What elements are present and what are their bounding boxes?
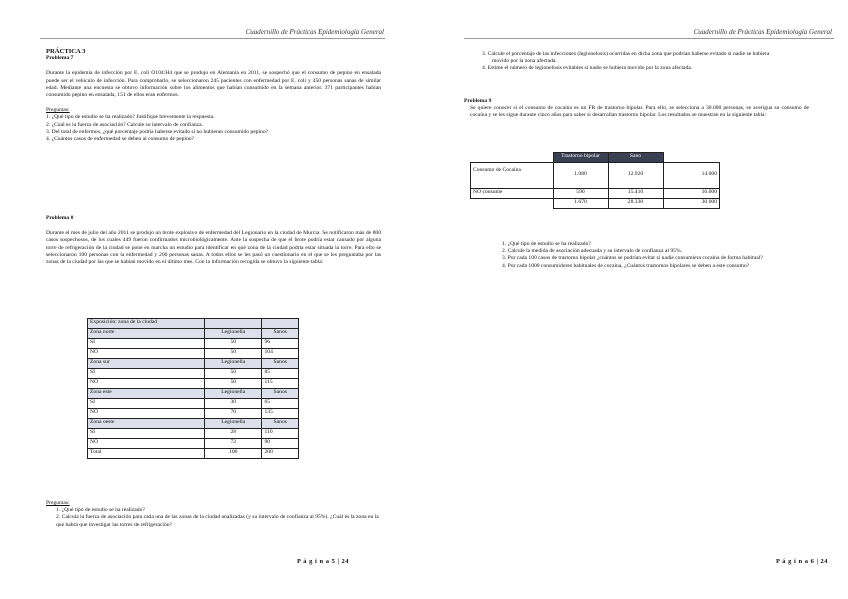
col-legionella: Legionella — [205, 359, 262, 369]
cell: 50 — [205, 339, 262, 349]
col-legionella: Legionella — [205, 329, 262, 339]
zone-label: Zona este — [88, 389, 205, 399]
cell: 15.410 — [608, 189, 663, 199]
problem-9-question: 4. Por cada 1000 consumidores habituales de cocaína, ¿Cuántos trastornos bipolares se deben a este consumo? — [502, 262, 750, 269]
problem-7-section — [46, 48, 381, 143]
cell: 14.000 — [663, 163, 720, 189]
row-label: SI — [88, 429, 205, 439]
zone-label: Zona oeste — [88, 419, 205, 429]
row-label: SI — [88, 369, 205, 379]
problem-7-text: Durante la epidemia de infección por E. coli O104:H4 que se produjo en Alemania en 2011, se sospechó que el consumo de pepino en ensalada puede ser el vehículo de infección. Para comprobarlo, se seleccionaron 245 pacientes con enfermedad por E. coli y 450 personas sanas de similar edad. Mediante una encuesta se obtuvo información sobre los alimentos que habían consumido en la semana anterior. 371 participantes habían consumido pepino en ensalada, 151 de ellos eran enfermos. — [46, 70, 381, 99]
cell: 16.000 — [663, 189, 720, 199]
cell: 28.330 — [608, 199, 663, 209]
row-label: Total — [88, 449, 205, 459]
right-header: Cuadernillo de Prácticas Epidemiología General — [693, 28, 832, 36]
problem-8-question: 3. Calcule el porcentaje de las infecciones (legionelosis) ocurridas en dicha zona que podrían haberse evitado si nadie se hubiera movido por la zona afectada. — [482, 51, 770, 65]
left-footer: P á g i n a 5 | 24 — [297, 558, 349, 565]
problem-9-section — [464, 98, 809, 120]
cell: 90 — [262, 439, 299, 449]
problem-8-title: Problema 8 — [46, 215, 74, 221]
practice-title: PRÁCTICA 3 — [46, 48, 86, 55]
problem-8-section — [46, 215, 381, 266]
cell: 85 — [262, 369, 299, 379]
cell: 12.920 — [608, 163, 663, 189]
row-label: SI — [88, 399, 205, 409]
left-header: Cuadernillo de Prácticas Epidemiología General — [245, 28, 384, 36]
row-label: NO — [88, 439, 205, 449]
problem-9-question: 1. ¿Qué tipo de estudio se ha realizado? — [502, 241, 591, 247]
col-legionella: Legionella — [205, 419, 262, 429]
problem-7-question: 4. ¿Cuántos casos de enfermedad se deben al consumo de pepino? — [46, 136, 195, 143]
cell: 50 — [205, 379, 262, 389]
zone-table — [87, 318, 299, 459]
cell: 104 — [262, 349, 299, 359]
cell: 70 — [205, 409, 262, 419]
cell: 28 — [205, 429, 262, 439]
problem-9-question: 2. Calcule la medida de asociación adecuada y su intervalo de confianza al 95%. — [502, 248, 683, 255]
row-label: NO consume — [471, 189, 554, 199]
problem-8-question: 1. ¿Qué tipo de estudio se ha realizado? — [56, 507, 145, 514]
right-page — [424, 0, 848, 599]
zone-label: Zona norte — [88, 329, 205, 339]
col-sano: Sano — [608, 153, 663, 163]
problem-7-question: 2. ¿Cuál es la fuerza de asociación? Calcule su intervalo de confianza. — [46, 121, 204, 128]
right-footer: P á g i n a 6 | 24 — [776, 558, 828, 565]
zone-table-caption: Exposición: zona de la ciudad — [88, 319, 205, 329]
col-sanos: Sanos — [262, 329, 299, 339]
row-label: NO — [88, 409, 205, 419]
cell: 96 — [262, 339, 299, 349]
problem-9-questions — [502, 241, 822, 270]
zone-label: Zona sur — [88, 359, 205, 369]
cell: 65 — [262, 399, 299, 409]
cell: 30 — [205, 399, 262, 409]
right-header-rule — [464, 38, 834, 39]
col-sanos: Sanos — [262, 359, 299, 369]
cell: 30.000 — [663, 199, 720, 209]
problem-8-questions-label: Preguntas: — [46, 500, 70, 506]
col-sanos: Sanos — [262, 419, 299, 429]
col-trastorno-bipolar: Trastorno bipolar — [553, 153, 608, 163]
cell: 100 — [205, 449, 262, 459]
cell: 200 — [262, 449, 299, 459]
problem-8-questions — [46, 500, 381, 529]
problem-9-text: Se quiere conocer si el consumo de cocaína es un FR de trastorno bipolar. Para ello, se selecciona a 30.000 personas, se averigua su consumo de cocaína y se les sigue durante cinco años para saber si desarrollan trastorno bipolar. Los resultados se muestran en la siguiente tabla: — [470, 105, 809, 119]
cell: 50 — [205, 349, 262, 359]
problem-7-title: Problema 7 — [46, 55, 74, 62]
cell: 72 — [205, 439, 262, 449]
problem-8-question: 4. Estime el número de legionelosis evitables si nadie se hubiera movido por la zona afectada. — [482, 65, 693, 72]
problem-7-question: 3. Del total de enfermos, ¿qué porcentaje podría haberse evitado si no hubieran consumido pepino? — [46, 128, 269, 135]
left-header-rule — [40, 38, 385, 39]
cell: 1.080 — [553, 163, 608, 189]
problem-8-continued — [482, 51, 782, 73]
cell: 590 — [553, 189, 608, 199]
cell: 135 — [262, 409, 299, 419]
cocaine-table — [470, 152, 720, 209]
problem-7-question: 1. ¿Qué tipo de estudio se ha realizado? Justifique brevemente la respuesta. — [46, 114, 215, 121]
cell: 115 — [262, 379, 299, 389]
row-label: SI — [88, 339, 205, 349]
cell: 50 — [205, 369, 262, 379]
problem-8-text: Durante el mes de julio del año 2011 se produjo un brote explosivo de enfermedad del Legionario en la ciudad de Murcia. Se notificaron más de 800 casos sospechosos, de los cuales 449 fueron confirmados microbiológicamente. Ante la sospecha de que el brote podría estar causado por alguna torre de refrigeración de la ciudad se pone en marcha un estudio para identificar en qué zona de la ciudad podría estar situada la torre. Para ello se seleccionaron 100 personas con la enfermedad y 200 personas sanas. A todos ellos se les pasó un cuestionario en el que se les preguntaba por las zonas de la ciudad por las que se habían movido en el último mes. Con la información recogida se obtuvo la siguiente tabla: — [46, 230, 381, 266]
row-label: NO — [88, 379, 205, 389]
cell: 110 — [262, 429, 299, 439]
problem-7-questions-label: Preguntas: — [46, 107, 70, 114]
problem-9-question: 3. Por cada 100 casos de trastorno bipolar ¿cuántos se podrían evitar si nadie consumiera cocaína de forma habitual? — [502, 255, 763, 262]
problem-8-question: 2. Calcula la fuerza de asociación para cada una de las zonas de la ciudad analizadas (y su intervalo de confianza al 95%). ¿Cuál es la zona en la que habrá que investigar las torres de refrigeración? — [56, 514, 379, 528]
row-label: Consumo de Cocaína — [471, 163, 554, 189]
row-label: NO — [88, 349, 205, 359]
problem-9-title: Problema 9 — [464, 98, 492, 104]
col-sanos: Sanos — [262, 389, 299, 399]
col-legionella: Legionella — [205, 389, 262, 399]
cell: 1.670 — [553, 199, 608, 209]
